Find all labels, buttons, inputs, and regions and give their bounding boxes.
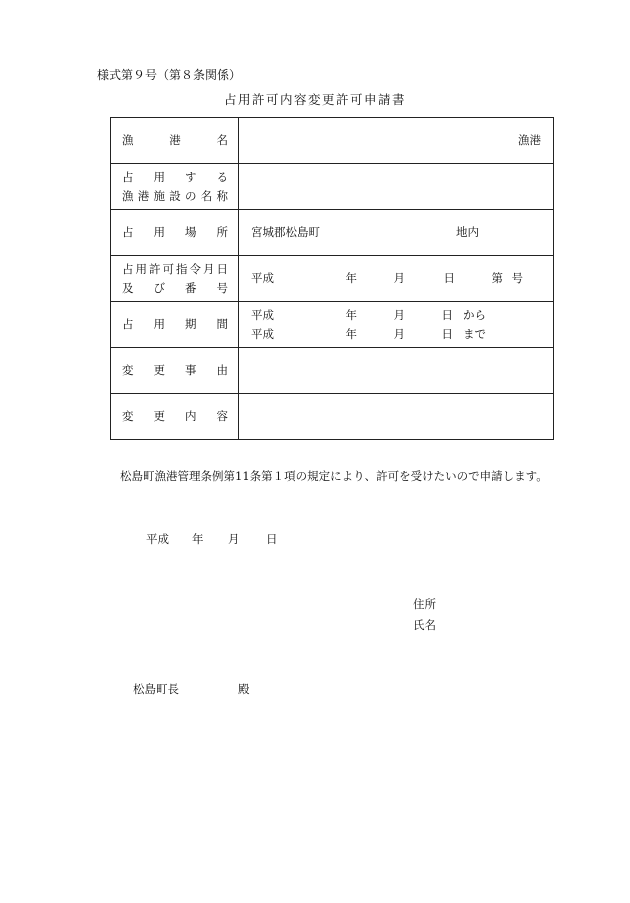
row-period — [111, 302, 554, 348]
application-table — [110, 117, 554, 440]
addressee: 松島町長 殿 — [133, 682, 250, 696]
label-chars: 漁 港 名 — [122, 133, 228, 147]
label-content: 変 更 内 容 — [111, 394, 239, 440]
location-suffix: 地内 — [456, 225, 479, 239]
value-facility[interactable] — [239, 164, 554, 210]
address-label: 住所 — [413, 597, 436, 611]
row-content — [111, 394, 554, 440]
row-port-name — [111, 118, 554, 164]
label-port-name — [111, 118, 239, 164]
form-number: 様式第９号（第８条関係） — [97, 68, 242, 82]
label-period: 占 用 期 間 — [111, 302, 239, 348]
label-facility: 占 用 す る 漁 港 施 設 の 名 称 — [111, 164, 239, 210]
value-location[interactable] — [239, 210, 554, 256]
value-period[interactable] — [239, 302, 554, 348]
application-statement: 松島町漁港管理条例第11条第１項の規定により、許可を受けたいので申請します。 — [120, 469, 548, 483]
label-permit-date: 占 用 許 可 指 令 月 日 及 び 番 号 — [111, 256, 239, 302]
row-facility — [111, 164, 554, 210]
location-prefix: 宮城郡松島町 — [251, 225, 320, 239]
form-title: 占用許可内容変更許可申請書 — [223, 92, 406, 107]
value-content[interactable] — [239, 394, 554, 440]
label-location: 占 用 場 所 — [111, 210, 239, 256]
period-to: 平成 年 月 日 まで — [251, 326, 486, 341]
period-from: 平成 年 月 日 から — [251, 307, 486, 322]
row-reason — [111, 348, 554, 394]
value-permit-date[interactable]: 平成 年 月 日 第 号 — [239, 256, 554, 302]
name-label: 氏名 — [413, 618, 436, 632]
port-suffix: 漁港 — [518, 133, 541, 147]
row-location — [111, 210, 554, 256]
application-date[interactable]: 平成 年 月 日 — [146, 532, 278, 546]
label-reason: 変 更 事 由 — [111, 348, 239, 394]
value-reason[interactable] — [239, 348, 554, 394]
row-permit-date — [111, 256, 554, 302]
value-port-name[interactable] — [239, 118, 554, 164]
